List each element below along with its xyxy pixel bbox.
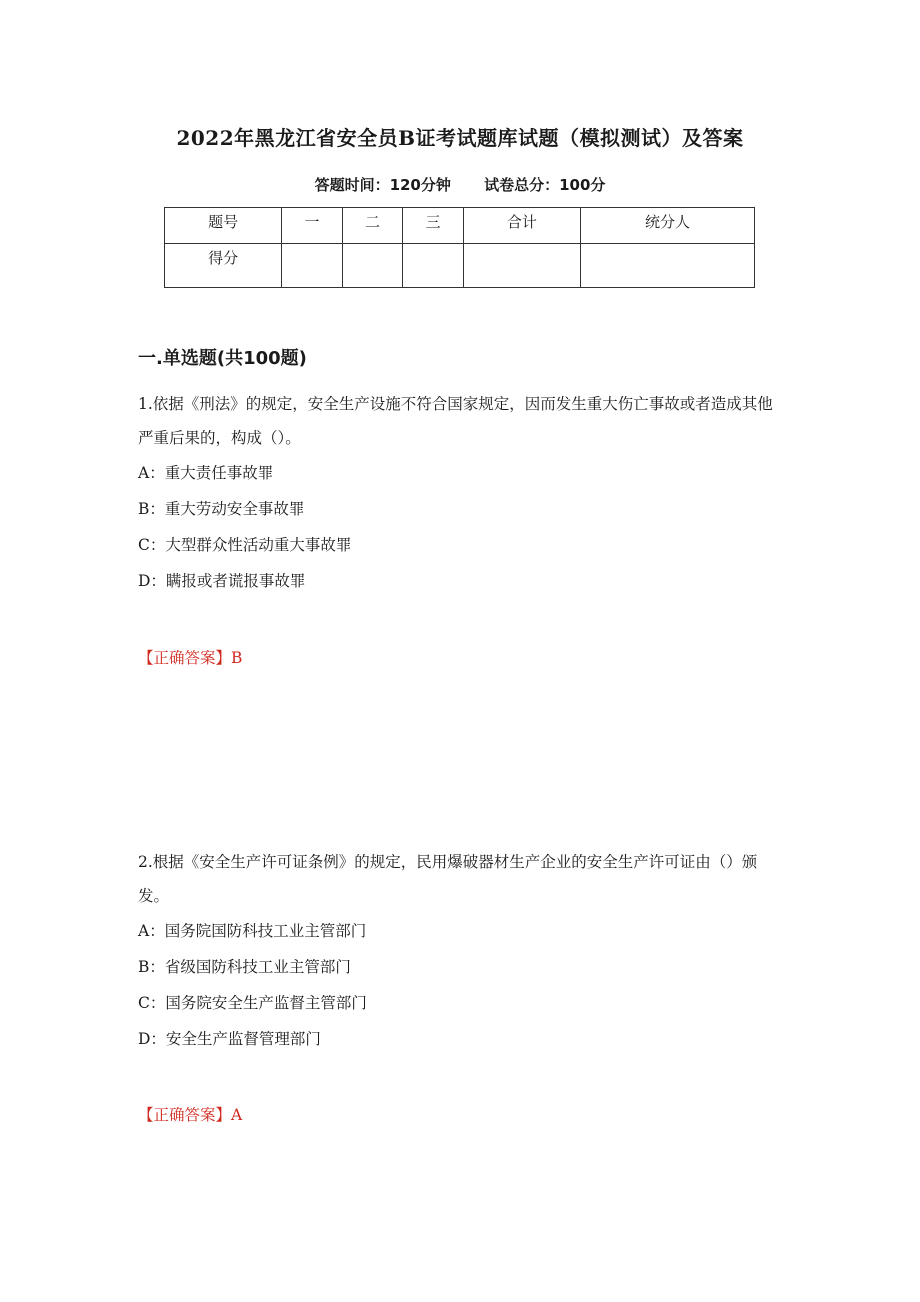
score-table-score-row: [165, 244, 755, 288]
section-title: 一.单选题(共100题): [138, 348, 307, 369]
score-cell: [463, 244, 580, 288]
score-cell: [282, 244, 343, 288]
answer-1: 【正确答案】B: [138, 649, 243, 667]
option-d: D：瞒报或者谎报事故罪: [138, 572, 306, 590]
question-1: [138, 387, 788, 599]
option-c: C：国务院安全生产监督主管部门: [138, 994, 367, 1012]
score-row-label: 得分: [165, 244, 282, 288]
exam-time: 答题时间：120分钟: [314, 176, 451, 194]
score-header-cell: 二: [342, 208, 403, 244]
exam-total-score: 试卷总分：100分: [484, 176, 606, 194]
option-a: A：重大责任事故罪: [138, 464, 274, 482]
score-table: [164, 207, 755, 288]
document-title: 2022年黑龙江省安全员B证考试题库试题（模拟测试）及答案: [176, 126, 744, 150]
score-header-cell: 三: [403, 208, 464, 244]
score-header-cell: 合计: [463, 208, 580, 244]
option-c: C：大型群众性活动重大事故罪: [138, 536, 352, 554]
score-header-cell: 题号: [165, 208, 282, 244]
exam-info: [0, 174, 920, 195]
score-cell: [342, 244, 403, 288]
question-stem: 1.依据《刑法》的规定，安全生产设施不符合国家规定，因而发生重大伤亡事故或者造成其他严重后果的，构成（）。: [138, 395, 773, 447]
option-a: A：国务院国防科技工业主管部门: [138, 922, 367, 940]
score-header-cell: 统分人: [581, 208, 755, 244]
answer-2: 【正确答案】A: [138, 1106, 243, 1124]
option-d: D：安全生产监督管理部门: [138, 1030, 321, 1048]
score-header-cell: 一: [282, 208, 343, 244]
question-stem: 2.根据《安全生产许可证条例》的规定，民用爆破器材生产企业的安全生产许可证由（）颁发。: [138, 853, 758, 905]
question-2: [138, 845, 788, 1057]
score-table-header-row: [165, 208, 755, 244]
option-b: B：重大劳动安全事故罪: [138, 500, 305, 518]
score-cell: [403, 244, 464, 288]
option-b: B：省级国防科技工业主管部门: [138, 958, 351, 976]
score-cell: [581, 244, 755, 288]
